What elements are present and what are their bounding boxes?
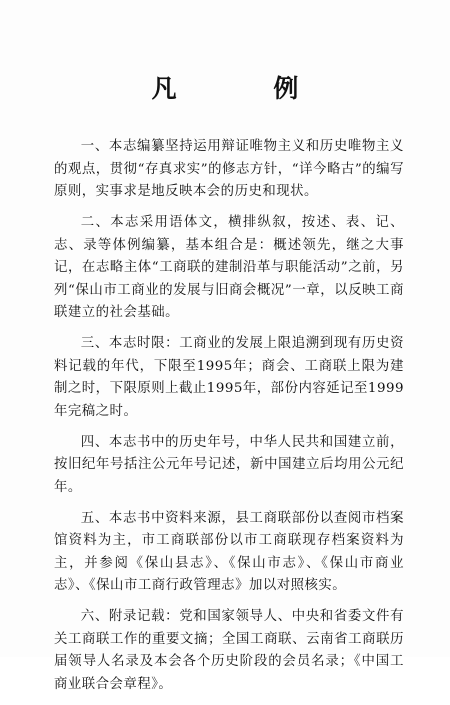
paragraph-5-sources: 五、本志书中资料来源，县工商联部份以查阅市档案馆资料为主，市工商联部份以市工商联现存档案资料为主，并参阅《保山县志》、《保山市志》、《保山市商业志》、《保山市工商行政管理志》加以对照核实。	[54, 510, 404, 593]
page-title: 凡 例	[151, 74, 343, 103]
paragraph-2-style: 二、本志采用语体文，横排纵叙，按述、表、记、志、录等体例编纂，基本组合是：概述领先，继之大事记，在志略主体“工商联的建制沿革与职能活动”之前，另列“保山市工商业的发展与旧商会概况”一章，以反映工商联建立的社会基础。	[54, 215, 404, 320]
paragraph-4-year-notation: 四、本志书中的历史年号，中华人民共和国建立前，按旧纪年号括注公元年号记述，新中国建立后均用公元纪年。	[54, 434, 404, 495]
paragraph-6-appendix: 六、附录记载：党和国家领导人、中央和省委文件有关工商联工作的重要文摘；全国工商联、云南省工商联历届领导人名录及本会各个历史阶段的会员名录；《中国工商业联合会章程》。	[54, 609, 404, 692]
document-body	[54, 136, 404, 705]
paragraph-1-viewpoint: 一、本志编纂坚持运用辩证唯物主义和历史唯物主义的观点，贯彻“存真求实”的修志方针，“详今略古”的编写原则，实事求是地反映本会的历史和现状。	[54, 139, 404, 199]
paragraph-3-time-limit: 三、本志时限：工商业的发展上限追溯到现有历史资料记载的年代，下限至1995年；商会、工商联上限为建制之时，下限原则上截止1995年，部份内容延记至1999年完稿之时。	[54, 336, 404, 419]
